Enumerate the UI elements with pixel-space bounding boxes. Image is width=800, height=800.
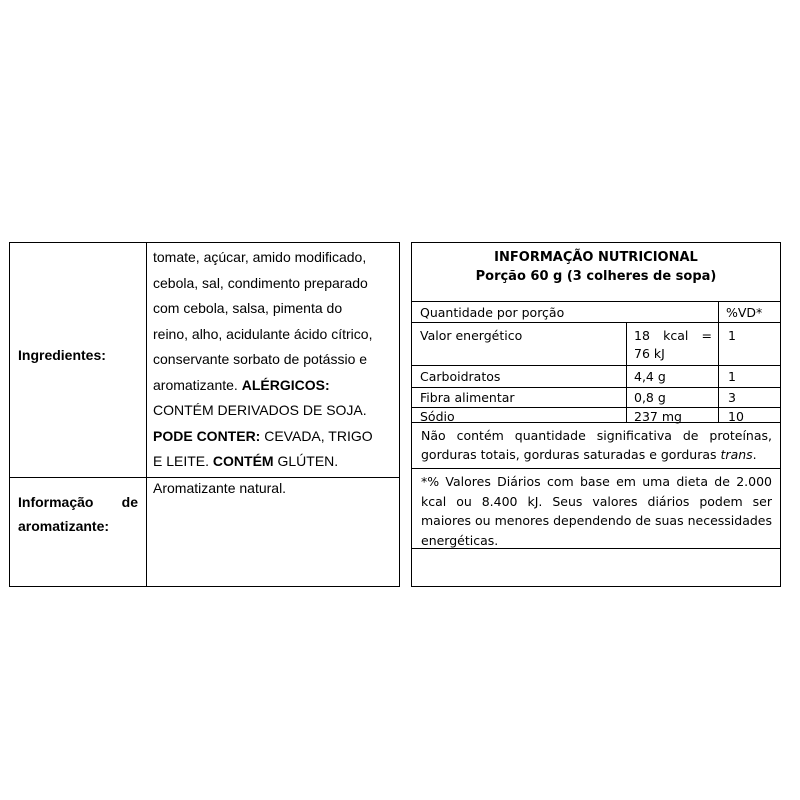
header-vd: %VD* (726, 305, 763, 320)
trans-text: trans (720, 447, 753, 462)
nutrition-header (412, 243, 780, 302)
ingredients-line (153, 424, 393, 450)
flavoring-label-word1: Informação (18, 494, 94, 510)
ingredients-line: cebola, sal, condimento preparado (153, 274, 368, 291)
energy-kcal-value: 18 (634, 328, 650, 343)
sodium-name: Sódio (420, 409, 455, 424)
carbs-amount: 4,4 g (634, 369, 666, 384)
energy-name: Valor energético (420, 328, 523, 343)
ingredients-line: reino, alho, acidulante ácido cítrico, (153, 325, 373, 342)
ingredients-line (153, 449, 393, 475)
row-divider (412, 387, 780, 388)
fiber-amount: 0,8 g (634, 390, 666, 405)
vd-column-divider (718, 302, 719, 422)
nutrition-table (411, 242, 781, 587)
daily-values-note: *% Valores Diários com base em uma dieta de 2.000 kcal ou 8.400 kJ. Seus valores diários podem ser maiores ou menores dependendo de suas necessidades energéticas. (412, 469, 780, 549)
row-divider (412, 322, 780, 323)
may-contain-text-2: E LEITE. (153, 453, 210, 469)
ingredients-line: tomate, açúcar, amido modificado, (153, 249, 367, 265)
note-period: . (752, 447, 757, 462)
ingredients-value (147, 243, 399, 477)
fiber-name: Fibra alimentar (420, 390, 515, 405)
not-significant-note (412, 422, 780, 469)
flavoring-value: Aromatizante natural. (153, 480, 287, 496)
row-divider (412, 407, 780, 408)
gluten-text: GLÚTEN. (277, 453, 339, 469)
fiber-vd: 3 (728, 390, 736, 405)
portion-size: Porção 60 g (3 colheres de sopa) (475, 269, 717, 284)
carbs-name: Carboidratos (420, 369, 501, 384)
may-contain-heading: PODE CONTER: (153, 427, 261, 444)
energy-vd: 1 (728, 328, 736, 343)
energy-kj: 76 kJ (634, 346, 665, 361)
header-quantity: Quantidade por porção (420, 305, 565, 320)
may-contain-text: CEVADA, TRIGO (264, 427, 373, 444)
ingredients-line: conservante sorbato de potássio e (153, 351, 368, 367)
not-significant-text: Não contém quantidade significativa de proteínas, gorduras totais, gorduras saturadas e gorduras (421, 428, 772, 462)
ingredients-row (10, 243, 399, 478)
contains-heading: CONTÉM (212, 453, 274, 469)
flavoring-label-cell (10, 477, 147, 586)
allergens-text: CONTÉM DERIVADOS DE SOJA. (153, 402, 367, 418)
sodium-amount: 237 mg (634, 409, 682, 424)
flavoring-label-line2: aromatizante: (18, 518, 110, 534)
nutrition-grid (412, 302, 780, 422)
ingredients-table (9, 242, 400, 587)
flavoring-label-word2: de (121, 494, 138, 510)
flavoring-label (18, 490, 138, 538)
ingredients-label: Ingredientes: (18, 347, 106, 363)
allergens-heading: ALÉRGICOS: (241, 376, 330, 393)
carbs-vd: 1 (728, 369, 736, 384)
energy-kcal-unit: kcal (663, 328, 689, 343)
ingredients-line: com cebola, salsa, pimenta do (153, 300, 343, 316)
sodium-vd: 10 (728, 409, 744, 424)
ingredients-line (153, 373, 393, 399)
flavoring-row (10, 477, 399, 586)
ingredients-text: aromatizante. (153, 376, 238, 393)
ingredients-label-cell (10, 243, 147, 477)
nutrition-title: INFORMAÇÃO NUTRICIONAL (494, 250, 698, 265)
row-divider (412, 365, 780, 366)
energy-equals: = (701, 328, 712, 343)
energy-amount (634, 327, 712, 363)
